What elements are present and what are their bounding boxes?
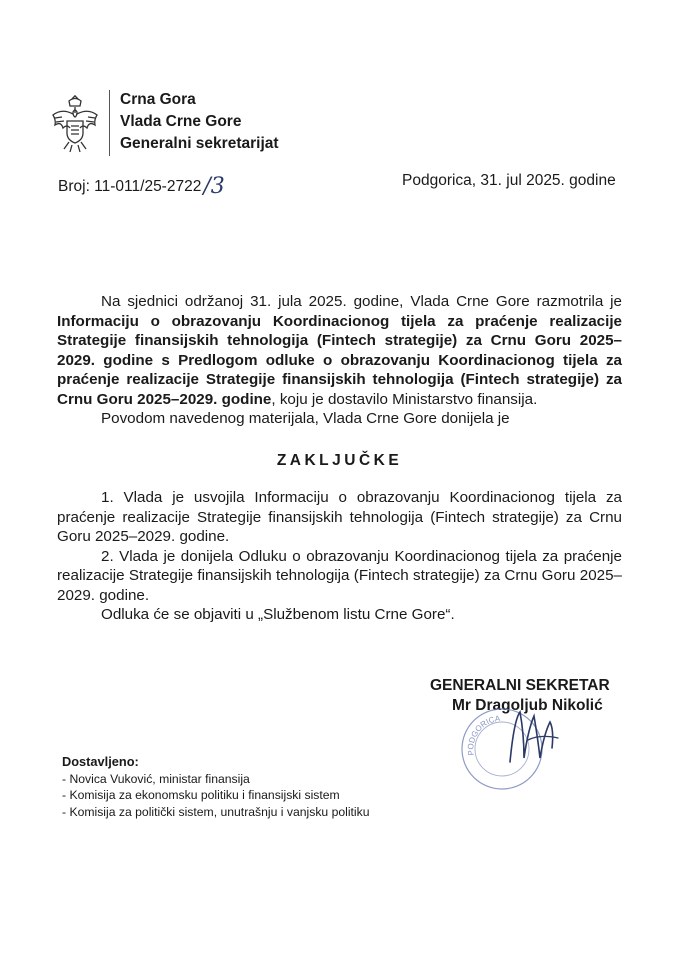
handwritten-suffix: /3 xyxy=(203,174,225,199)
secretariat-name: Generalni sekretarijat xyxy=(120,135,279,152)
distribution-title: Dostavljeno: xyxy=(62,754,139,769)
reference-number xyxy=(58,172,225,197)
stamp-text: PODGORICA xyxy=(466,713,501,756)
intro-subject: Informaciju o obrazovanju Koordinacionog tijela za praćenje realizacije Strategije finansijskih tehnologija (Fintech strategije) za Crnu Goru 2025–2029. godine s Predlogom odluke o obrazovanju Koordinacionog tijela za praćenje realizacije Strategije finansijskih tehnologija (Fintech strategije) za Crnu Goru 2025–2029. godine xyxy=(57,312,622,408)
coat-of-arms-emblem xyxy=(50,95,100,153)
distribution-item: - Novica Vuković, ministar finansija xyxy=(62,771,250,786)
distribution-list xyxy=(62,754,370,820)
header-divider xyxy=(109,90,110,156)
place-and-date: Podgorica, 31. jul 2025. godine xyxy=(402,172,616,189)
intro-paragraph xyxy=(57,292,622,409)
signatory-title: GENERALNI SEKRETAR xyxy=(430,677,610,694)
svg-text:PODGORICA xyxy=(466,714,501,756)
government-name: Vlada Crne Gore xyxy=(120,113,242,130)
signatory-name: Mr Dragoljub Nikolić xyxy=(452,697,603,714)
intro-text-start: Na sjednici održanoj 31. jula 2025. godine, Vlada Crne Gore razmotrila je xyxy=(101,293,622,310)
publication-note: Odluka će se objaviti u „Službenom listu Crne Gore“. xyxy=(101,606,455,623)
lead-sentence: Povodom navedenog materijala, Vlada Crne Gore donijela je xyxy=(101,410,510,427)
distribution-item: - Komisija za ekonomsku politiku i finansijski sistem xyxy=(62,788,340,802)
intro-text-end: , koju je dostavilo Ministarstvo finansija. xyxy=(271,390,538,408)
document-body xyxy=(57,292,622,625)
conclusions-heading: ZAKLJUČKE xyxy=(276,451,403,469)
handwritten-signature xyxy=(498,700,568,770)
country-name: Crna Gora xyxy=(120,91,196,108)
conclusion-item: 2. Vlada je donijela Odluku o obrazovanju Koordinacionog tijela za praćenje realizacije Strategije finansijskih tehnologija (Fintech strategije) za Crnu Goru 2025–2029. godine. xyxy=(57,547,622,604)
distribution-item: - Komisija za politički sistem, unutrašnju i vanjsku politiku xyxy=(62,804,370,819)
institution-block xyxy=(120,89,279,155)
reference-label: Broj: 11-011/25-2722 xyxy=(58,178,202,195)
conclusion-item: 1. Vlada je usvojila Informaciju o obrazovanju Koordinacionog tijela za praćenje realizacije Strategije finansijskih tehnologija (Fintech strategije) za Crnu Goru 2025–2029. godine. xyxy=(57,489,622,545)
